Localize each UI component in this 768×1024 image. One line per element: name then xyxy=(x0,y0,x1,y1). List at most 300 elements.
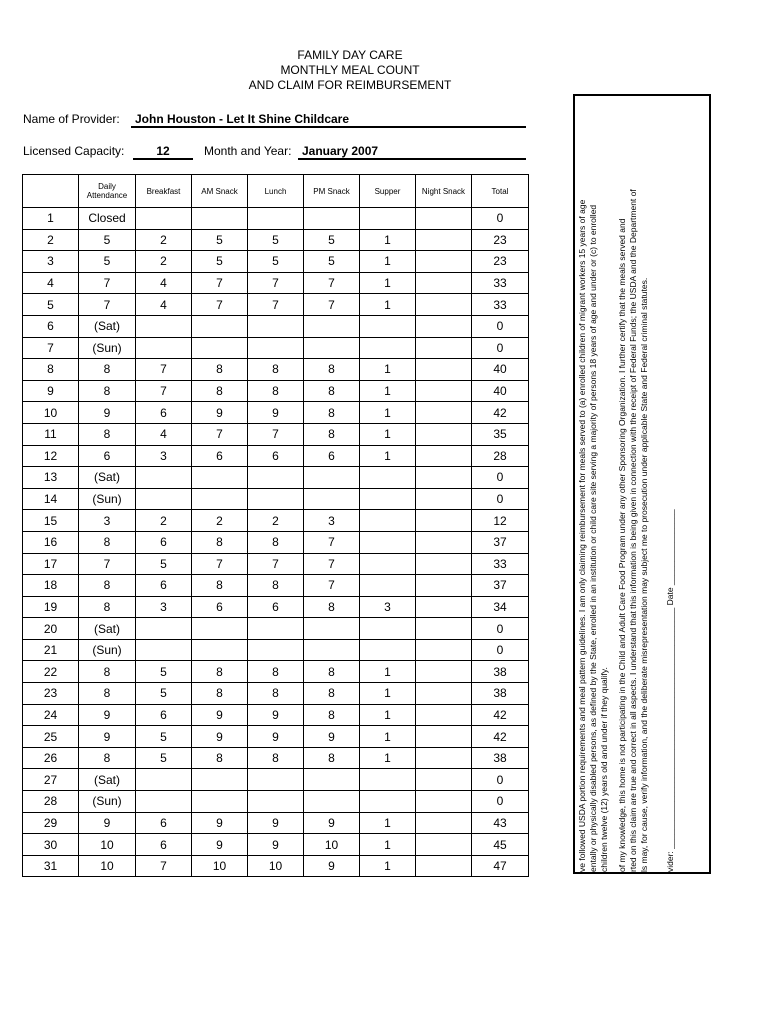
count-cell xyxy=(192,315,248,337)
day-cell: 13 xyxy=(23,467,79,489)
count-cell: 7 xyxy=(79,294,136,316)
table-row xyxy=(23,423,529,445)
count-cell: (Sun) xyxy=(79,791,136,813)
table-row xyxy=(23,639,529,661)
count-cell xyxy=(416,402,472,424)
count-cell: 5 xyxy=(248,251,304,273)
count-cell xyxy=(416,791,472,813)
day-cell: 26 xyxy=(23,747,79,769)
count-cell: 23 xyxy=(472,251,529,273)
count-cell xyxy=(416,704,472,726)
count-cell xyxy=(360,208,416,230)
count-cell: 9 xyxy=(79,812,136,834)
count-cell: 7 xyxy=(79,272,136,294)
count-cell: 8 xyxy=(304,747,360,769)
count-cell: 1 xyxy=(360,272,416,294)
count-cell xyxy=(360,618,416,640)
count-cell xyxy=(304,618,360,640)
day-cell: 24 xyxy=(23,704,79,726)
table-row xyxy=(23,294,529,316)
column-header: Lunch xyxy=(248,175,304,208)
month-year-label: Month and Year: xyxy=(204,144,292,158)
count-cell: 7 xyxy=(136,359,192,381)
count-cell: 9 xyxy=(304,726,360,748)
count-cell xyxy=(304,467,360,489)
day-cell: 12 xyxy=(23,445,79,467)
day-cell: 27 xyxy=(23,769,79,791)
count-cell xyxy=(360,467,416,489)
count-cell: 1 xyxy=(360,359,416,381)
count-cell: 5 xyxy=(304,229,360,251)
count-cell: 7 xyxy=(192,294,248,316)
count-cell xyxy=(416,639,472,661)
count-cell: 6 xyxy=(79,445,136,467)
count-cell: 33 xyxy=(472,294,529,316)
count-cell xyxy=(136,315,192,337)
count-cell xyxy=(248,488,304,510)
count-cell: 0 xyxy=(472,769,529,791)
count-cell: 9 xyxy=(192,704,248,726)
count-cell: 2 xyxy=(136,229,192,251)
count-cell: 9 xyxy=(192,402,248,424)
count-cell: 8 xyxy=(192,531,248,553)
count-cell: (Sun) xyxy=(79,488,136,510)
count-cell xyxy=(136,488,192,510)
count-cell: 8 xyxy=(304,704,360,726)
count-cell: 8 xyxy=(79,747,136,769)
count-cell xyxy=(136,618,192,640)
day-cell: 8 xyxy=(23,359,79,381)
count-cell: 1 xyxy=(360,445,416,467)
day-cell: 5 xyxy=(23,294,79,316)
count-cell: 7 xyxy=(79,553,136,575)
count-cell: 5 xyxy=(136,553,192,575)
count-cell: 0 xyxy=(472,337,529,359)
count-cell xyxy=(360,510,416,532)
table-row xyxy=(23,791,529,813)
count-cell xyxy=(416,531,472,553)
count-cell: 42 xyxy=(472,726,529,748)
count-cell: 33 xyxy=(472,553,529,575)
count-cell: 2 xyxy=(248,510,304,532)
count-cell: 8 xyxy=(79,359,136,381)
count-cell xyxy=(416,467,472,489)
count-cell: (Sun) xyxy=(79,337,136,359)
count-cell: 8 xyxy=(248,531,304,553)
count-cell: 9 xyxy=(79,726,136,748)
count-cell xyxy=(304,337,360,359)
count-cell xyxy=(192,769,248,791)
count-cell: 3 xyxy=(79,510,136,532)
count-cell: 0 xyxy=(472,467,529,489)
count-cell: 1 xyxy=(360,229,416,251)
count-cell xyxy=(192,639,248,661)
count-cell xyxy=(416,488,472,510)
count-cell xyxy=(416,445,472,467)
table-row xyxy=(23,315,529,337)
day-cell: 10 xyxy=(23,402,79,424)
count-cell: 8 xyxy=(79,531,136,553)
count-cell: 7 xyxy=(304,575,360,597)
count-cell: 7 xyxy=(136,380,192,402)
count-cell: 9 xyxy=(192,726,248,748)
day-cell: 31 xyxy=(23,855,79,877)
table-row xyxy=(23,553,529,575)
count-cell: 5 xyxy=(136,726,192,748)
count-cell: 8 xyxy=(79,380,136,402)
count-cell: 5 xyxy=(304,251,360,273)
count-cell: 8 xyxy=(304,359,360,381)
count-cell: 5 xyxy=(248,229,304,251)
count-cell xyxy=(416,315,472,337)
count-cell xyxy=(248,639,304,661)
table-row xyxy=(23,769,529,791)
count-cell xyxy=(416,596,472,618)
count-cell: 7 xyxy=(304,272,360,294)
certification-text xyxy=(575,96,711,874)
count-cell: 7 xyxy=(304,294,360,316)
count-cell: 35 xyxy=(472,423,529,445)
count-cell: 1 xyxy=(360,380,416,402)
day-cell: 15 xyxy=(23,510,79,532)
count-cell: 10 xyxy=(304,834,360,856)
column-header: Daily Attendance xyxy=(79,175,136,208)
count-cell xyxy=(136,467,192,489)
count-cell: 4 xyxy=(136,294,192,316)
table-row xyxy=(23,531,529,553)
count-cell: 8 xyxy=(248,747,304,769)
count-cell: 8 xyxy=(248,380,304,402)
table-row xyxy=(23,208,529,230)
column-header: AM Snack xyxy=(192,175,248,208)
count-cell: 3 xyxy=(360,596,416,618)
day-cell: 18 xyxy=(23,575,79,597)
count-cell: 2 xyxy=(136,510,192,532)
provider-name-value: John Houston - Let It Shine Childcare xyxy=(131,112,526,128)
count-cell xyxy=(416,575,472,597)
count-cell: Closed xyxy=(79,208,136,230)
count-cell: 1 xyxy=(360,402,416,424)
count-cell: 38 xyxy=(472,683,529,705)
month-year-value: January 2007 xyxy=(298,144,526,160)
count-cell: 8 xyxy=(248,359,304,381)
licensed-capacity-value: 12 xyxy=(133,144,193,160)
count-cell xyxy=(136,208,192,230)
count-cell: 9 xyxy=(79,402,136,424)
count-cell: 10 xyxy=(79,834,136,856)
count-cell: 8 xyxy=(304,423,360,445)
count-cell: 6 xyxy=(136,402,192,424)
day-cell: 3 xyxy=(23,251,79,273)
table-row xyxy=(23,834,529,856)
table-row xyxy=(23,467,529,489)
day-cell: 29 xyxy=(23,812,79,834)
count-cell: 5 xyxy=(192,251,248,273)
count-cell: 8 xyxy=(79,683,136,705)
count-cell xyxy=(248,791,304,813)
count-cell xyxy=(248,467,304,489)
count-cell: 5 xyxy=(192,229,248,251)
count-cell: 37 xyxy=(472,531,529,553)
count-cell xyxy=(416,208,472,230)
count-cell: 8 xyxy=(79,661,136,683)
count-cell: 5 xyxy=(79,229,136,251)
column-header: Total xyxy=(472,175,529,208)
count-cell: 0 xyxy=(472,315,529,337)
count-cell: 4 xyxy=(136,272,192,294)
count-cell: 5 xyxy=(136,683,192,705)
count-cell xyxy=(360,575,416,597)
count-cell xyxy=(360,531,416,553)
count-cell: 7 xyxy=(248,294,304,316)
count-cell: 0 xyxy=(472,488,529,510)
count-cell: 42 xyxy=(472,704,529,726)
count-cell: 9 xyxy=(304,855,360,877)
table-row xyxy=(23,726,529,748)
count-cell: 45 xyxy=(472,834,529,856)
day-cell: 7 xyxy=(23,337,79,359)
meal-count-table xyxy=(22,174,529,877)
count-cell: 8 xyxy=(79,596,136,618)
day-cell: 19 xyxy=(23,596,79,618)
count-cell: 8 xyxy=(192,380,248,402)
count-cell: (Sat) xyxy=(79,769,136,791)
count-cell xyxy=(136,769,192,791)
count-cell: 9 xyxy=(192,834,248,856)
count-cell: (Sun) xyxy=(79,639,136,661)
count-cell: 3 xyxy=(136,445,192,467)
count-cell xyxy=(136,639,192,661)
form-title-line-1: FAMILY DAY CARE xyxy=(297,48,403,62)
count-cell: 23 xyxy=(472,229,529,251)
count-cell xyxy=(248,315,304,337)
count-cell xyxy=(360,553,416,575)
count-cell: 3 xyxy=(304,510,360,532)
day-cell: 9 xyxy=(23,380,79,402)
count-cell: 9 xyxy=(304,812,360,834)
certification-line: vider: ___________________________________________________ Date ________________ xyxy=(665,509,675,872)
count-cell: 37 xyxy=(472,575,529,597)
count-cell xyxy=(416,272,472,294)
count-cell xyxy=(416,747,472,769)
count-cell: 0 xyxy=(472,618,529,640)
count-cell xyxy=(416,661,472,683)
count-cell: 10 xyxy=(79,855,136,877)
count-cell: 0 xyxy=(472,791,529,813)
count-cell: 2 xyxy=(136,251,192,273)
day-cell: 30 xyxy=(23,834,79,856)
count-cell xyxy=(416,812,472,834)
count-cell: 3 xyxy=(136,596,192,618)
count-cell: 6 xyxy=(136,704,192,726)
day-cell: 2 xyxy=(23,229,79,251)
count-cell xyxy=(416,553,472,575)
count-cell: 8 xyxy=(304,596,360,618)
count-cell xyxy=(248,618,304,640)
count-cell xyxy=(416,359,472,381)
count-cell: 8 xyxy=(192,575,248,597)
table-row xyxy=(23,661,529,683)
count-cell: 8 xyxy=(248,661,304,683)
count-cell: 33 xyxy=(472,272,529,294)
day-cell: 4 xyxy=(23,272,79,294)
form-title-line-3: AND CLAIM FOR REIMBURSEMENT xyxy=(248,78,452,92)
table-row xyxy=(23,618,529,640)
count-cell: 7 xyxy=(248,553,304,575)
table-row xyxy=(23,704,529,726)
count-cell xyxy=(360,791,416,813)
count-cell xyxy=(360,769,416,791)
certification-line: children twelve (12) years old and under if they qualify. xyxy=(599,667,609,872)
day-cell: 25 xyxy=(23,726,79,748)
count-cell xyxy=(416,618,472,640)
table-row xyxy=(23,855,529,877)
count-cell xyxy=(416,683,472,705)
count-cell xyxy=(192,208,248,230)
count-cell: 6 xyxy=(136,812,192,834)
table-row xyxy=(23,359,529,381)
count-cell xyxy=(304,208,360,230)
count-cell: 8 xyxy=(192,683,248,705)
count-cell xyxy=(248,208,304,230)
count-cell: 7 xyxy=(304,531,360,553)
count-cell: 4 xyxy=(136,423,192,445)
count-cell: 0 xyxy=(472,639,529,661)
count-cell xyxy=(304,639,360,661)
day-cell: 14 xyxy=(23,488,79,510)
column-header: Breakfast xyxy=(136,175,192,208)
count-cell: 9 xyxy=(248,726,304,748)
count-cell xyxy=(192,337,248,359)
count-cell: (Sat) xyxy=(79,315,136,337)
count-cell: 7 xyxy=(192,272,248,294)
count-cell xyxy=(192,467,248,489)
count-cell: 6 xyxy=(248,445,304,467)
count-cell: 42 xyxy=(472,402,529,424)
day-cell: 6 xyxy=(23,315,79,337)
count-cell: 6 xyxy=(136,531,192,553)
count-cell: 8 xyxy=(79,423,136,445)
count-cell: 10 xyxy=(192,855,248,877)
count-cell: 2 xyxy=(192,510,248,532)
count-cell: 7 xyxy=(304,553,360,575)
count-cell: 6 xyxy=(192,596,248,618)
table-row xyxy=(23,251,529,273)
column-header: Supper xyxy=(360,175,416,208)
count-cell xyxy=(360,488,416,510)
count-cell: 6 xyxy=(192,445,248,467)
count-cell: 8 xyxy=(248,683,304,705)
count-cell: 1 xyxy=(360,747,416,769)
count-cell xyxy=(416,337,472,359)
table-row xyxy=(23,812,529,834)
count-cell: 47 xyxy=(472,855,529,877)
table-header-row xyxy=(23,175,529,208)
count-cell xyxy=(416,294,472,316)
count-cell: 1 xyxy=(360,251,416,273)
count-cell: 9 xyxy=(248,812,304,834)
count-cell: 5 xyxy=(136,661,192,683)
count-cell: 8 xyxy=(304,661,360,683)
count-cell xyxy=(192,618,248,640)
count-cell xyxy=(304,488,360,510)
count-cell: 43 xyxy=(472,812,529,834)
column-header: PM Snack xyxy=(304,175,360,208)
count-cell: 8 xyxy=(79,575,136,597)
count-cell: 6 xyxy=(136,834,192,856)
count-cell: 1 xyxy=(360,294,416,316)
count-cell: 1 xyxy=(360,661,416,683)
count-cell: 8 xyxy=(248,575,304,597)
count-cell: 0 xyxy=(472,208,529,230)
count-cell: 8 xyxy=(304,380,360,402)
count-cell xyxy=(416,229,472,251)
count-cell: 1 xyxy=(360,834,416,856)
count-cell: 9 xyxy=(248,402,304,424)
table-row xyxy=(23,337,529,359)
count-cell xyxy=(416,510,472,532)
form-title-line-2: MONTHLY MEAL COUNT xyxy=(280,63,420,77)
count-cell xyxy=(416,423,472,445)
table-row xyxy=(23,683,529,705)
day-cell: 17 xyxy=(23,553,79,575)
count-cell: 8 xyxy=(192,747,248,769)
column-header: Night Snack xyxy=(416,175,472,208)
count-cell: 40 xyxy=(472,380,529,402)
count-cell xyxy=(304,315,360,337)
table-row xyxy=(23,402,529,424)
day-cell: 21 xyxy=(23,639,79,661)
count-cell xyxy=(416,769,472,791)
count-cell: 7 xyxy=(192,553,248,575)
count-cell xyxy=(416,251,472,273)
count-cell xyxy=(248,337,304,359)
count-cell: 1 xyxy=(360,423,416,445)
count-cell: 28 xyxy=(472,445,529,467)
count-cell: 7 xyxy=(248,272,304,294)
count-cell: 12 xyxy=(472,510,529,532)
count-cell xyxy=(304,791,360,813)
count-cell: 1 xyxy=(360,683,416,705)
table-row xyxy=(23,488,529,510)
certification-line: of my knowledge, this home is not participating in the Child and Adult Care Food Program under any other Sponsoring Organization. I further certify that the meals served and xyxy=(617,218,627,872)
count-cell: 8 xyxy=(192,661,248,683)
count-cell: 7 xyxy=(136,855,192,877)
table-row xyxy=(23,229,529,251)
count-cell: 1 xyxy=(360,726,416,748)
count-cell xyxy=(416,380,472,402)
licensed-capacity-label: Licensed Capacity: xyxy=(23,144,125,158)
table-row xyxy=(23,272,529,294)
provider-name-label: Name of Provider: xyxy=(23,112,120,126)
count-cell: (Sat) xyxy=(79,467,136,489)
count-cell: 34 xyxy=(472,596,529,618)
table-row xyxy=(23,747,529,769)
count-cell: 9 xyxy=(248,834,304,856)
count-cell xyxy=(136,791,192,813)
day-cell: 20 xyxy=(23,618,79,640)
count-cell xyxy=(416,855,472,877)
column-header xyxy=(23,175,79,208)
certification-line: entally or physically disabled persons, as defined by the State, enrolled in an institution or child care site serving a majority of persons 18 years of age and under or (c) to enrolled xyxy=(588,204,598,872)
certification-box xyxy=(573,94,711,874)
count-cell: 7 xyxy=(248,423,304,445)
count-cell: 38 xyxy=(472,747,529,769)
count-cell xyxy=(360,337,416,359)
certification-line: rted on this claim are true and correct in all aspects. I understand that this information is being given in connection with the receipt of Federal Funds; the USDA and the Department of xyxy=(628,189,638,872)
count-cell: 9 xyxy=(192,812,248,834)
count-cell xyxy=(192,791,248,813)
